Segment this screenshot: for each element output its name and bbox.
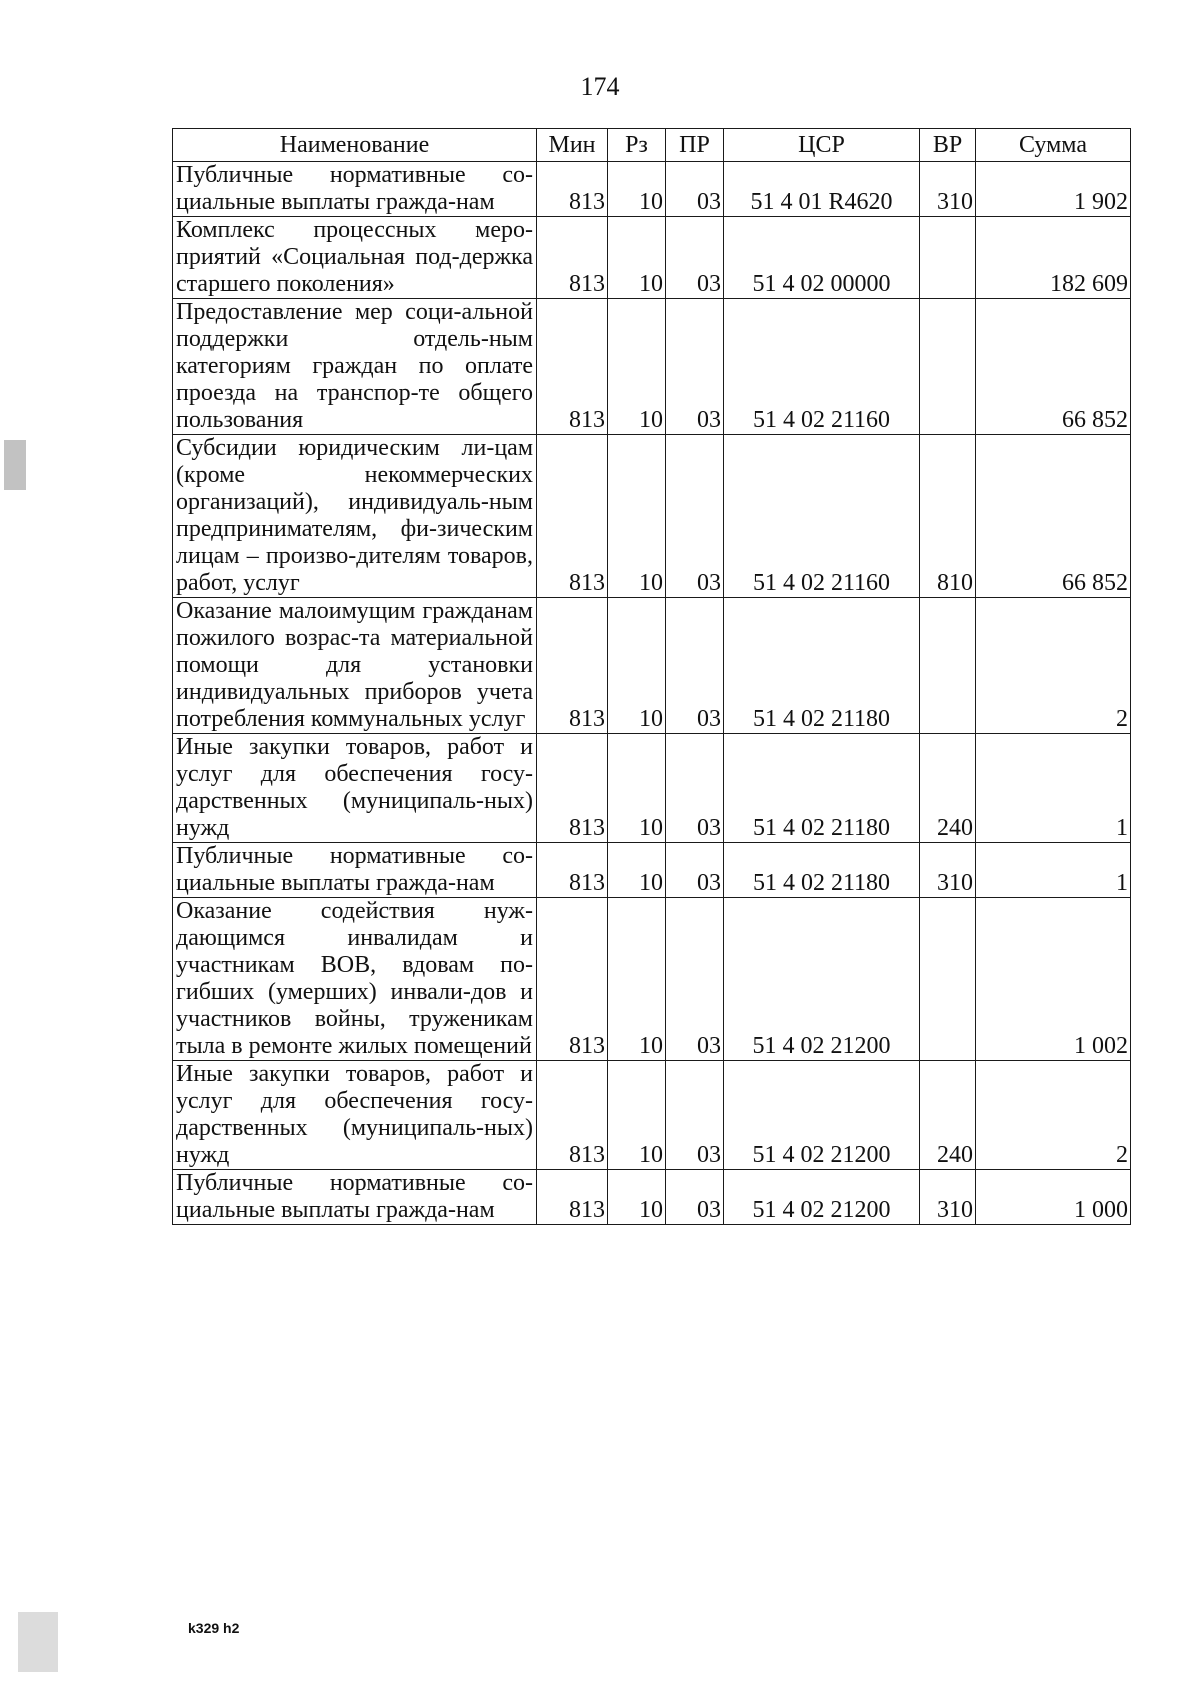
row-vr: [920, 299, 976, 435]
scan-artifact-bottom-left: [18, 1612, 58, 1672]
row-min: 813: [537, 1170, 608, 1225]
row-name: Публичные нормативные со-циальные выплаты гражда-нам: [173, 843, 537, 898]
row-vr: 310: [920, 1170, 976, 1225]
row-min: 813: [537, 843, 608, 898]
row-name: Субсидии юридическим ли-цам (кроме некоммерческих организаций), индивидуаль-ным предпринимателям, фи-зическим лицам – произво-дителям товаров, работ, услуг: [173, 435, 537, 598]
table-row: [173, 843, 1131, 898]
row-csr: 51 4 01 R4620: [724, 162, 920, 217]
row-pr: 03: [666, 435, 724, 598]
row-name: Оказание содействия нуж-дающимся инвалидам и участникам ВОВ, вдовам по-гибших (умерших) инвали-дов и участников войны, труженикам тыла в ремонте жилых помещений: [173, 898, 537, 1061]
page-number: 174: [580, 72, 620, 101]
row-rz: 10: [608, 598, 666, 734]
row-rz: 10: [608, 435, 666, 598]
row-name: Публичные нормативные со-циальные выплаты гражда-нам: [173, 162, 537, 217]
row-sum: 1: [976, 843, 1131, 898]
table-row: [173, 162, 1131, 217]
row-pr: 03: [666, 162, 724, 217]
row-sum: 1 002: [976, 898, 1131, 1061]
row-min: 813: [537, 217, 608, 299]
table-row: [173, 1170, 1131, 1225]
row-pr: 03: [666, 598, 724, 734]
row-rz: 10: [608, 843, 666, 898]
row-min: 813: [537, 734, 608, 843]
header-rz: Рз: [608, 129, 666, 162]
row-csr: 51 4 02 21200: [724, 898, 920, 1061]
table-row: [173, 598, 1131, 734]
header-pr: ПР: [666, 129, 724, 162]
row-sum: 66 852: [976, 435, 1131, 598]
row-csr: 51 4 02 00000: [724, 217, 920, 299]
row-pr: 03: [666, 734, 724, 843]
row-pr: 03: [666, 843, 724, 898]
row-sum: 1 000: [976, 1170, 1131, 1225]
table-row: [173, 299, 1131, 435]
header-name: Наименование: [173, 129, 537, 162]
row-vr: 810: [920, 435, 976, 598]
row-sum: 1: [976, 734, 1131, 843]
header-vr: ВР: [920, 129, 976, 162]
row-csr: 51 4 02 21160: [724, 299, 920, 435]
row-csr: 51 4 02 21200: [724, 1061, 920, 1170]
row-vr: 240: [920, 734, 976, 843]
row-sum: 2: [976, 598, 1131, 734]
header-sum: Сумма: [976, 129, 1131, 162]
row-csr: 51 4 02 21180: [724, 598, 920, 734]
table-row: [173, 435, 1131, 598]
row-pr: 03: [666, 898, 724, 1061]
row-name: Комплекс процессных меро-приятий «Социальная под-держка старшего поколения»: [173, 217, 537, 299]
header-min: Мин: [537, 129, 608, 162]
row-rz: 10: [608, 162, 666, 217]
table-row: [173, 1061, 1131, 1170]
row-min: 813: [537, 435, 608, 598]
row-name: Публичные нормативные со-циальные выплаты гражда-нам: [173, 1170, 537, 1225]
row-name: Иные закупки товаров, работ и услуг для обеспечения госу-дарственных (муниципаль-ных) нужд: [173, 734, 537, 843]
row-name: Иные закупки товаров, работ и услуг для обеспечения госу-дарственных (муниципаль-ных) нужд: [173, 1061, 537, 1170]
row-sum: 2: [976, 1061, 1131, 1170]
table-row: [173, 217, 1131, 299]
row-csr: 51 4 02 21180: [724, 734, 920, 843]
scan-artifact-left: [4, 440, 26, 490]
row-vr: [920, 217, 976, 299]
row-vr: 310: [920, 843, 976, 898]
row-pr: 03: [666, 1061, 724, 1170]
row-rz: 10: [608, 734, 666, 843]
row-pr: 03: [666, 1170, 724, 1225]
row-vr: 240: [920, 1061, 976, 1170]
row-rz: 10: [608, 1170, 666, 1225]
row-rz: 10: [608, 299, 666, 435]
row-csr: 51 4 02 21160: [724, 435, 920, 598]
table-header-row: [173, 129, 1131, 162]
row-min: 813: [537, 598, 608, 734]
row-csr: 51 4 02 21200: [724, 1170, 920, 1225]
table-row: [173, 898, 1131, 1061]
budget-table: [172, 128, 1131, 1225]
row-sum: 182 609: [976, 217, 1131, 299]
row-name: Оказание малоимущим гражданам пожилого возрас-та материальной помощи для установки индивидуальных приборов учета потребления коммунальных услуг: [173, 598, 537, 734]
row-sum: 66 852: [976, 299, 1131, 435]
row-min: 813: [537, 162, 608, 217]
footer-code: k329 h2: [188, 1620, 240, 1636]
row-pr: 03: [666, 217, 724, 299]
row-vr: [920, 598, 976, 734]
row-sum: 1 902: [976, 162, 1131, 217]
row-vr: [920, 898, 976, 1061]
header-csr: ЦСР: [724, 129, 920, 162]
row-rz: 10: [608, 217, 666, 299]
row-rz: 10: [608, 898, 666, 1061]
row-vr: 310: [920, 162, 976, 217]
row-min: 813: [537, 1061, 608, 1170]
row-pr: 03: [666, 299, 724, 435]
row-min: 813: [537, 898, 608, 1061]
row-rz: 10: [608, 1061, 666, 1170]
table-row: [173, 734, 1131, 843]
row-name: Предоставление мер соци-альной поддержки отдель-ным категориям граждан по оплате проезда на транспор-те общего пользования: [173, 299, 537, 435]
row-min: 813: [537, 299, 608, 435]
row-csr: 51 4 02 21180: [724, 843, 920, 898]
